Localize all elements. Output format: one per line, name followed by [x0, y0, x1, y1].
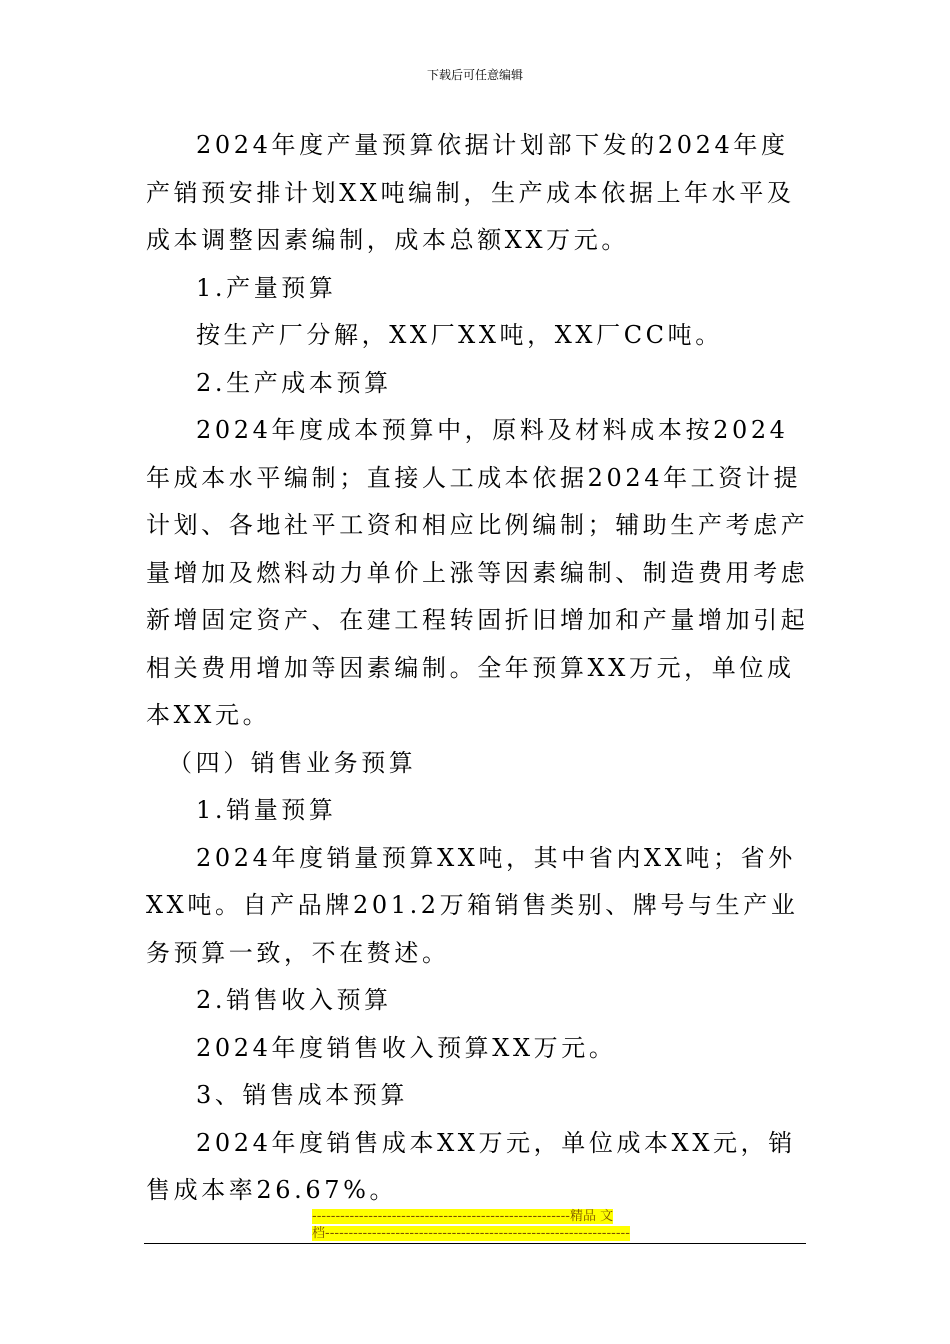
- paragraph-production-cost-detail: 2024年度成本预算中，原料及材料成本按2024年成本水平编制；直接人工成本依据2024年工资计提计划、各地社平工资和相应比例编制；辅助生产考虑产量增加及燃料动力单价上涨等因素编制、制造费用考虑新增固定资产、在建工程转固折旧增加和产量增加引起相关费用增加等因素编制。全年预算XX万元，单位成本XX元。: [146, 416, 809, 729]
- download-note: 下载后可任意编辑: [426, 68, 523, 82]
- paragraph-output-breakdown: 按生产厂分解，XX厂XX吨，XX厂CC吨。: [196, 321, 723, 349]
- heading-sales-budget-section: （四）销售业务预算: [168, 748, 417, 777]
- paragraph-sales-cost-detail: 2024年度销售成本XX万元，单位成本XX元，销售成本率26.67%。: [146, 1128, 796, 1204]
- heading-sales-volume-budget: 1.销量预算: [196, 796, 337, 824]
- footer-line-1: -------------------------------------------------------精品 文: [312, 1209, 614, 1224]
- footer-divider: [144, 1243, 806, 1244]
- heading-sales-cost-budget: 3、销售成本预算: [196, 1081, 409, 1109]
- footer-line-2: 档-----------------------------------------------------------------: [312, 1226, 630, 1241]
- paragraph-sales-volume-detail: 2024年度销量预算XX吨，其中省内XX吨；省外XX吨。自产品牌201.2万箱销售类别、牌号与生产业务预算一致，不在赘述。: [146, 843, 799, 967]
- heading-sales-revenue-budget: 2.销售收入预算: [196, 986, 392, 1014]
- heading-production-cost-budget: 2.生产成本预算: [196, 368, 392, 397]
- paragraph-sales-revenue-detail: 2024年度销售收入预算XX万元。: [196, 1033, 617, 1062]
- footer-watermark: [312, 1208, 642, 1242]
- heading-output-budget: 1.产量预算: [196, 273, 337, 302]
- paragraph-production-overview: 2024年度产量预算依据计划部下发的2024年度产销预安排计划XX吨编制，生产成本依据上年水平及成本调整因素编制，成本总额XX万元。: [146, 131, 795, 254]
- document-body: [146, 122, 810, 1215]
